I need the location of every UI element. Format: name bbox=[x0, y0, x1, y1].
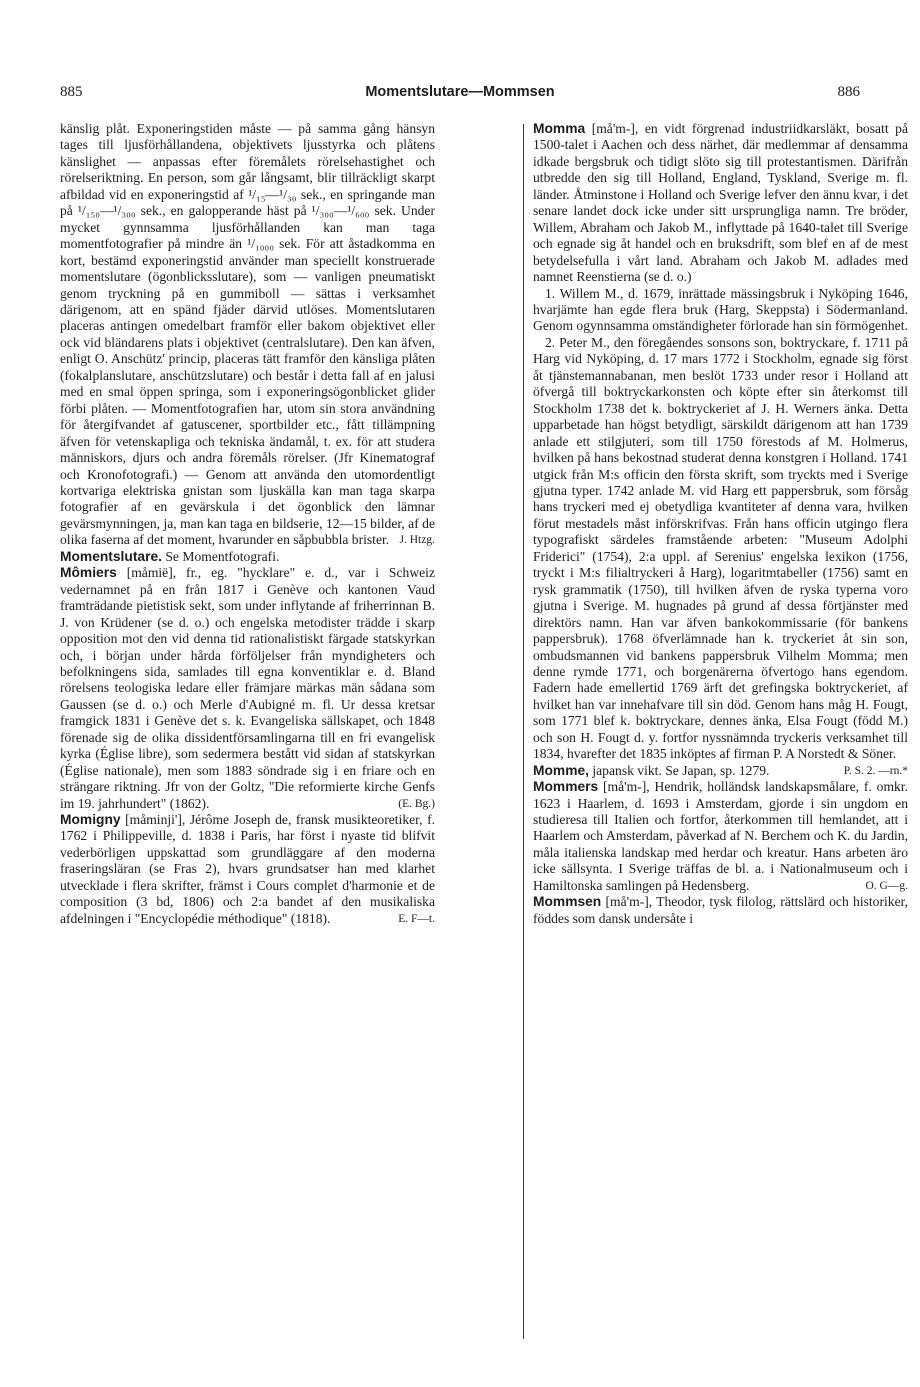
entry-momentslutare bbox=[60, 549, 435, 565]
headword: Mommers bbox=[533, 779, 599, 795]
page-header bbox=[60, 84, 860, 106]
headword: Momma bbox=[533, 121, 586, 136]
entry-text: [må'm-], en vidt förgrenad industriidkarsläkt, bosatt på 1500-talet i Aachen och dess närhet, där medlemmar af densamma idkade bergsbruk och tidigt slöto sig till protestantismen. Därifrån utbredde den sig till Holland, England, Tyskland, Sverige m. fl. länder. Åtminstone i Holland och Sverige lefver den ännu kvar, i det senare landet dock icke under sitt ursprungliga namn. Tre bröder, Willem, Abraham och Jakob M., inflyttade på 1640-talet till Sverige och egnade sig åt handel och en bruksdrift, som blef en af de mest betydelsefulla i vårt land. Abraham och Jakob M. adlades med namnet Reenstierna (se d. o.) bbox=[533, 121, 908, 285]
entry-text: [må'm-], Theodor, tysk filolog, rättslärd och historiker, föddes som dansk undersåte i bbox=[533, 894, 908, 926]
entry-text: [må'm-], Hendrik, holländsk landskapsmålare, f. omkr. 1623 i Haarlem, d. 1693 i Amsterdam, gjorde i sin ungdom en studieresa till Italien och fortfor, återkommen till hemlandet, att i Haarlem och Amsterdam, påverkad af N. Berchem och K. du Jardin, måla italienska landskap med herdar och kreatur. Hans arbeten äro icke sällsynta. I Sverige träffas de bl. a. i Nationalmuseum och i Hamiltonska samlingen på Hedensberg. bbox=[533, 779, 908, 893]
entry-momentfotografi-continuation bbox=[60, 121, 435, 549]
entry-text: känslig plåt. Exponeringstiden måste — på samma gång hänsyn tages till ljusförhållandena, objektivets ljusstyrka och plåtens känslighet — anpassas efter föremålets rörelsehastighet och rörelseriktning. En person, som går långsamt, blir tillräckligt skarpt afbildad vid en exponeringstid af ¹/₁₅—¹/₃₀ sek., en springande man på ¹/₁₅₀—¹/₃₀₀ sek., en galopperande häst på ¹/₃₀₀—¹/₆₀₀ sek. Under mycket gynnsamma ljusförhållanden kan man taga momentfotografier på mindre än ¹/₁₀₀₀ sek. För att åstadkomma en kort, bestämd exponeringstid använder man speciellt konstruerade momentslutare (ögonblicksslutare), som — vanligen pneumatiskt genom tryckning på en gummiboll — sättas i verksamhet därigenom, att en spänd fjäder därvid utlöses. Momentslutaren placeras antingen omedelbart framför eller bakom objektivet eller ock vid bländarens plats i objektivet (centralslutare). Den kan äfven, enligt O. Anschütz' princip, placeras tätt framför den känsliga plåten (fokalplanslutare, anschützslutare) och består i detta fall af en jalusi med en smal öppen springa, som i exponeringsögonblicket glider förbi plåten. — Momentfotografien har, utom sin stora användning för återgifvandet af gatuscener, sportbilder etc., fått tillämpning äfven för vetenskapliga och tekniska ändamål, t. ex. för att studera människors, djurs och andra föremåls rörelser. (Jfr Kinematograf och Kronofotografi.) — Genom att använda den utomordentligt kortvariga elektriska gnistan som ljuskälla kan man taga skarpa fotografier af en gevärskula i det ögonblick den lämnar gevärsmynningen, ja, man kan taga en bildserie, 12—15 bilder, af de olika faserna af det moment, hvarunder en såpbubbla brister. bbox=[60, 121, 435, 548]
entry-text: [måminji'], Jérôme Joseph de, fransk musikteoretiker, f. 1762 i Philippeville, d. 1838 i Paris, har först i nyaste tid blifvit vederbörligen uppskattad som grundläggare af den moderna fraseringsläran (se Fras 2), hvars grundsatser han med klarhet utvecklade i flera skrifter, främst i Cours complet d'harmonie et de composition (3 bd, 1806) och 2:a bandet af den musikaliska afdelningen i "Encyclopédie méthodique" (1818). bbox=[60, 812, 435, 926]
running-head: Momentslutare—Mommsen bbox=[365, 84, 555, 100]
entry-momma-willem: 1. Willem M., d. 1679, inrättade mässingsbruk i Nyköping 1646, hvarjämte han egde flera bruk (Harg, Skeppsta) i Södermanland. Genom ogynnsamma omständigheter förlorade han sin förmögenhet. bbox=[533, 285, 908, 334]
entry-mommers bbox=[533, 779, 908, 894]
entry-text: Se Momentfotografi. bbox=[165, 548, 280, 564]
entry-momigny bbox=[60, 812, 435, 927]
right-column bbox=[533, 121, 908, 927]
headword: Mommsen bbox=[533, 894, 602, 910]
entry-momiers bbox=[60, 565, 435, 812]
entry-text: [måmië], fr., eg. "hycklare" e. d., var i Schweiz vedernamnet på en från 1817 i Genève och kantonen Vaud framträdande pietistisk sekt, som under inflytande af friherrinnan B. J. von Krüdener (se d. o.) och engelska metodister trädde i skarp opposition mot den vid denna tid rationalistiskt färgade statskyrkan och, i början under hårda förföljelser från myndigheters och befolkningens sida, samlades till egna konventiklar e. d. Bland rörelsens teologiska ledare eller främjare märkas män sådana som Gaussen (se d. o.) och Merle d'Aubigné m. fl. Ur dessa kretsar framgick 1831 i Genève det s. k. Evangeliska sällskapet, och 1848 förenade sig de olika dissidentförsamlingarna till en fri evangelisk kyrka (Église libre), som sedermera bestått vid sidan af statskyrkan (Église nationale), men som 1883 söndrade sig i en friare och en strängare riktning. Jfr von der Goltz, "Die reformierte kirche Genfs im 19. jahrhundert" (1862). bbox=[60, 565, 435, 811]
page-number-right: 886 bbox=[837, 84, 860, 100]
entry-mommsen bbox=[533, 894, 908, 927]
author-signature: O. G—g. bbox=[865, 879, 908, 892]
author-signature: P. S. 2. —rn.* bbox=[843, 764, 908, 777]
page-number-left: 885 bbox=[60, 84, 83, 100]
headword: Momigny bbox=[60, 812, 121, 828]
headword: Momentslutare. bbox=[60, 548, 162, 564]
headword: Mômiers bbox=[60, 565, 117, 581]
left-column bbox=[60, 121, 435, 927]
headword: Momme, bbox=[533, 762, 589, 778]
entry-momma bbox=[533, 121, 908, 286]
author-signature: J. Htzg. bbox=[399, 534, 435, 547]
entry-text: 2. Peter M., den föregåendes sonsons son, boktryckare, f. 1711 på Harg vid Nyköping, d. 17 mars 1772 i Stockholm, egnade sig först åt tjänstemannabanan, men beslöt 1733 under resor i Holland att öfvergå till boktryckarkonsten och köpte efter sin återkomst till Stockholm 1738 det k. boktryckeriet af J. H. Werners änka. Detta upparbetade han högst betydligt, särskildt därigenom att han 1739 anlade ett stilgjuteri, som till 1750 förestods af M. Holmerus, hvilken på hans bekostnad studerat denna konstgren i Holland. 1741 utgick från M:s officin den första skrift, som tryckts med i Sverige gjutna typer. 1742 anlade M. vid Harg ett pappersbruk, som försåg hans tryckeri med ej obetydliga kvantiteter af denna vara, hvilken förut mestadels måst införskrifvas. Från hans officin utgingo flera typografiskt särdeles framstående arbeten: "Museum Adolphi Friderici" (1754), 2:a uppl. af Serenius' engelska lexikon (1756, tryckt i M:s filialtryckeri å Harg), logaritmtabeller (1756) samt en rysk grammatik (1750), till hvilken äfven de ryska typerna voro gjutna i Sverige. M. hugnades på grund af dessa förtjänster med direktörs namn. Han var äfven bankokommissarie (för bankens pappersbruk). 1768 öfverlämnade han k. tryckeriet åt sin son, ombudsmannen vid bankens pappersbruk Vilhelm Momma; men denne rymde 1771, och borgenärerna öfvertogo hans egendom. Fadern hade emellertid 1769 ärft det grefingska boktryckeriet, af hvilket han var innehafvare till sin död. Genom hans måg H. Fougt, som 1771 blef k. boktryckare, dennes änka, Elsa Fougt (född M.) och son H. Fougt d. y. fortfor nyssnämnda tryckeris verksamhet till 1834, hvarefter det 1835 inköptes af firman P. A Norstedt & Söner. bbox=[533, 334, 908, 762]
author-signature: E. F—t. bbox=[398, 912, 435, 925]
column-divider bbox=[523, 124, 524, 1339]
entry-text: japansk vikt. Se Japan, sp. 1279. bbox=[592, 762, 770, 778]
author-signature: (E. Bg.) bbox=[398, 797, 435, 810]
